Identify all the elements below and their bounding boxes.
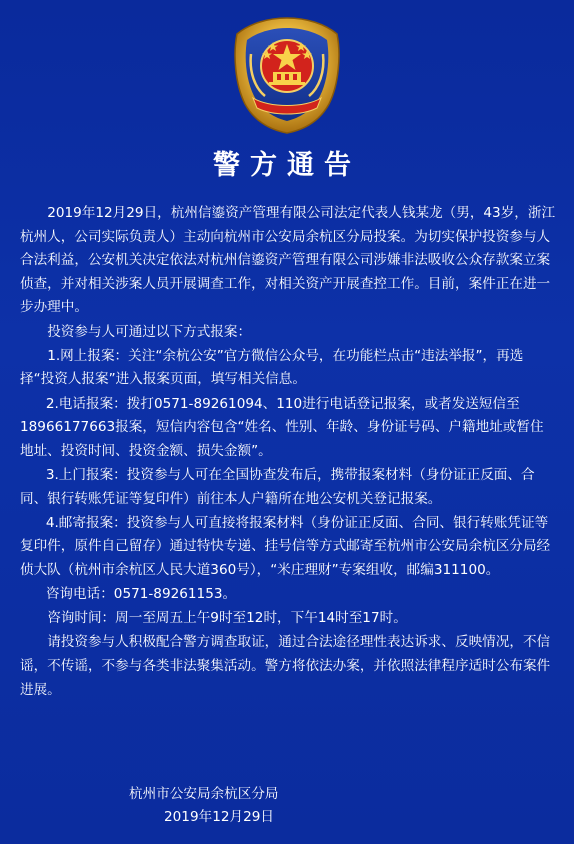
paragraph-phone-report: 2.电话报案：拨打0571-89261094、110进行电话登记报案，或者发送短信至18966177663报案，短信内容包含“姓名、性别、年龄、身份证号码、户籍地址或暂住地址、投资时间、投资金额、损失金额”。 xyxy=(20,395,544,459)
paragraph-in-person-report: 3.上门报案：投资参与人可在全国协查发布后，携带报案材料（身份证正反面、合同、银行转账凭证等复印件）前往本人户籍所在地公安机关登记报案。 xyxy=(20,466,535,507)
paragraph-intro: 2019年12月29日，杭州信鎏资产管理有限公司法定代表人钱某龙（男，43岁，浙江杭州人，公司实际负责人）主动向杭州市公安局余杭区分局投案。为切实保护投资参与人合法利益，公安机关决定依法对杭州信鎏资产管理有限公司涉嫌非法吸收公众存款案立案侦查，并对相关涉案人员开展调查工作，对相关资产开展查控工作。目前，案件正在进一步办理中。 xyxy=(20,205,556,316)
notice-title: 警方通告 xyxy=(213,150,361,181)
paragraph-consult-phone: 咨询电话：0571-89261153。 xyxy=(45,586,237,603)
notice-body xyxy=(20,202,556,702)
signature-date: 2019年12月29日 xyxy=(164,809,274,825)
paragraph-report-methods-heading: 投资参与人可通过以下方式报案： xyxy=(47,323,252,340)
signature-block xyxy=(129,783,279,829)
police-emblem-icon xyxy=(229,14,345,136)
paragraph-consult-hours: 咨询时间：周一至周五上午9时至12时，下午14时至17时。 xyxy=(47,610,407,627)
paragraph-closing: 请投资参与人积极配合警方调查取证，通过合法途径理性表达诉求、反映情况，不信谣，不传谣，不参与各类非法聚集活动。警方将依法办案，并依照法律程序适时公布案件进展。 xyxy=(20,634,551,698)
paragraph-online-report: 1.网上报案：关注“余杭公安”官方微信公众号，在功能栏点击“违法举报”，再选择“投资人报案”进入报案页面，填写相关信息。 xyxy=(20,347,524,388)
paragraph-mail-report: 4.邮寄报案：投资参与人可直接将报案材料（身份证正反面、合同、银行转账凭证等复印件，原件自己留存）通过特快专递、挂号信等方式邮寄至杭州市公安局余杭区分局经侦大队（杭州市余杭区人民大道360号），“米庄理财”专案组收，邮编311100。 xyxy=(20,514,551,578)
signature-org: 杭州市公安局余杭区分局 xyxy=(129,786,279,802)
